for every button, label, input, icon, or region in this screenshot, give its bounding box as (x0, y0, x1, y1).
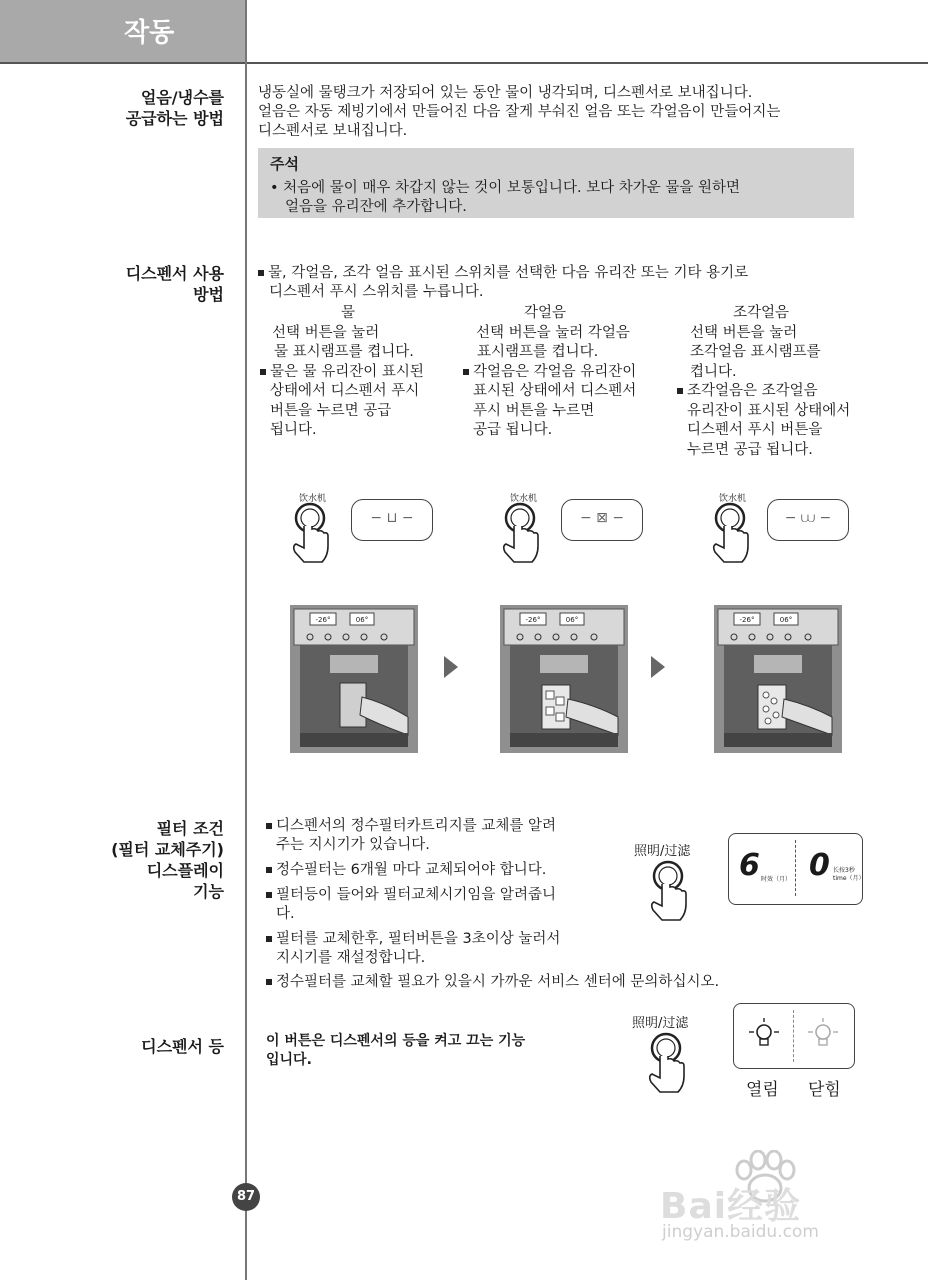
panel-temp-freezer: -26° (525, 616, 541, 624)
bullet-line: 주는 지시기가 있습니다. (276, 837, 430, 853)
light-on-bulb-icon (747, 1018, 781, 1052)
filter-button-label: 照明/过滤 (634, 844, 691, 859)
light-on-label: 열림 (746, 1080, 779, 1100)
column-line: 각얼음은 각얼음 유리잔이 (473, 363, 637, 380)
bullet-icon (266, 823, 272, 829)
column-line: 상태에서 디스펜서 푸시 (270, 383, 420, 399)
paragraph-line: 디스펜서로 보내집니다. (258, 123, 408, 139)
heading-line: 방법 (193, 285, 224, 304)
light-button-press-icon[interactable] (646, 1030, 690, 1096)
margin-rule (245, 0, 247, 1280)
bullet-line: 필터등이 들어와 필터교체시기임을 알려줍니 (276, 887, 556, 903)
dispenser-water-illustration (290, 605, 418, 753)
finger-press-icon[interactable] (710, 500, 754, 566)
panel-temp-fridge: 06° (355, 616, 369, 624)
column-line: 조각얼음 표시램프를 (690, 344, 821, 360)
water-glass-icon: − ⊔ − (370, 510, 414, 526)
bullet-icon (266, 979, 272, 985)
bullet-icon (463, 369, 469, 375)
heading-line: 공급하는 방법 (125, 109, 224, 128)
unit-line: 长按3秒 (833, 867, 855, 874)
column-line: 선택 버튼을 눌러 (272, 324, 380, 341)
column-line: 표시램프를 켭니다. (477, 344, 599, 360)
column-line: 됩니다. (270, 422, 317, 438)
column-line: 조각얼음은 조각얼음 (687, 383, 818, 399)
light-status-display (733, 1003, 855, 1069)
column-line: 유리잔이 표시된 상태에서 (687, 402, 851, 419)
crushed-ice-lamp-indicator (767, 499, 849, 541)
heading-line: 디스펜서 사용 (125, 264, 224, 283)
finger-press-icon[interactable] (290, 500, 334, 566)
crushed-ice-glass-icon: − ⩊ − (784, 510, 832, 526)
column-line: 디스펜서 푸시 버튼을 (687, 422, 823, 438)
column-line: 푸시 버튼을 누르면 (473, 402, 595, 419)
water-lamp-indicator (351, 499, 433, 541)
column-line: 공급 됩니다. (473, 422, 553, 438)
ice-water-paragraph (258, 84, 780, 141)
note-line: 얼음을 유리잔에 추가합니다. (285, 199, 467, 215)
header-rule (245, 62, 928, 64)
header-tab (0, 0, 245, 64)
bullet-icon (677, 388, 683, 394)
paragraph-line: 냉동실에 물탱크가 저장되어 있는 동안 물이 냉각되며, 디스펜서로 보내집니다. (258, 85, 753, 101)
page-number: 87 (232, 1183, 260, 1211)
column-line: 표시된 상태에서 디스펜서 (473, 383, 637, 399)
note-line: • 처음에 물이 매우 차갑지 않는 것이 보통입니다. 보다 차가운 물을 원하면 (270, 180, 741, 196)
light-button-label: 照明/过滤 (632, 1016, 689, 1031)
heading-line: 얼음/냉수를 (140, 88, 224, 107)
bullet-icon (260, 369, 266, 375)
column-line: 물은 물 유리잔이 표시된 (270, 363, 424, 380)
filter-bullets (266, 817, 560, 968)
heading-line: 기능 (193, 882, 224, 901)
cube-ice-glass-icon: − ⊠ − (579, 510, 625, 526)
column-cube-ice (463, 304, 636, 441)
panel-temp-fridge: 06° (565, 616, 579, 624)
heading-dispenser-use (126, 263, 224, 305)
bullet-icon (266, 936, 272, 942)
light-off-bulb-icon (806, 1018, 840, 1052)
status-divider (793, 1010, 794, 1062)
heading-line: 디스플레이 (146, 861, 224, 880)
column-head: 물 (341, 305, 356, 321)
bullet-line: 디스펜서의 정수필터카트리지를 교체를 알려 (276, 818, 556, 834)
arrow-right-icon (651, 656, 665, 678)
heading-line: 필터 조건 (156, 819, 224, 838)
column-line: 누르면 공급 됩니다. (687, 441, 813, 458)
button-label: 饮水机 (299, 494, 327, 504)
panel-temp-fridge: 06° (779, 616, 793, 624)
bullet-line: 필터를 교체한후, 필터버튼을 3초이상 눌러서 (276, 931, 561, 947)
bullet-line: 지시기를 재설정합니다. (276, 950, 426, 966)
column-water (260, 304, 424, 441)
bullet-line: 다. (276, 906, 295, 922)
baidu-watermark (660, 1150, 880, 1250)
note-title: 주석 (270, 155, 299, 173)
panel-temp-freezer: -26° (739, 616, 755, 624)
dispenser-intro (258, 264, 748, 302)
months-used-digit: 0 (809, 848, 830, 883)
note-body (270, 179, 740, 217)
desc-line: 이 버튼은 디스펜서의 등을 켜고 끄는 기능 (266, 1033, 526, 1049)
column-line: 켭니다. (690, 363, 737, 380)
watermark-url: jingyan.baidu.com (662, 1222, 819, 1242)
months-left-unit: 时效（月） (761, 876, 792, 883)
bullet-icon (266, 892, 272, 898)
light-off-label: 닫힘 (808, 1080, 841, 1100)
lcd-divider (795, 840, 796, 896)
unit-line: time（月） (833, 875, 865, 882)
heading-filter (111, 818, 224, 902)
dispenser-crushed-ice-illustration (714, 605, 842, 753)
column-line: 선택 버튼을 눌러 각얼음 (476, 324, 630, 341)
intro-line: 물, 각얼음, 조각 얼음 표시된 스위치를 선택한 다음 유리잔 또는 기타 용기로 (268, 265, 749, 281)
button-label: 饮水机 (510, 494, 538, 504)
column-crushed-ice (677, 304, 850, 460)
cube-ice-lamp-indicator (561, 499, 643, 541)
heading-line: (필터 교체주기) (111, 840, 224, 859)
arrow-right-icon (444, 656, 458, 678)
dispenser-light-desc (266, 1032, 525, 1070)
column-head: 각얼음 (524, 305, 567, 321)
panel-temp-freezer: -26° (315, 616, 331, 624)
watermark-brand: Bai经验 (660, 1186, 802, 1227)
bullet-line: 정수필터는 6개월 마다 교체되어야 합니다. (276, 862, 547, 878)
bullet-line: 정수필터를 교체할 필요가 있을시 가까운 서비스 센터에 문의하십시오. (276, 974, 720, 990)
intro-line: 디스펜서 푸시 스위치를 누릅니다. (269, 284, 484, 300)
filter-service-note (266, 973, 719, 992)
button-label: 饮水机 (719, 494, 747, 504)
dispenser-cube-ice-illustration (500, 605, 628, 753)
bullet-icon (258, 270, 264, 276)
finger-press-icon[interactable] (500, 500, 544, 566)
months-left-digit: 6 (739, 848, 760, 883)
column-line: 버튼을 누르면 공급 (270, 402, 392, 419)
paragraph-line: 얼음은 자동 제빙기에서 만들어진 다음 잘게 부숴진 얼음 또는 각얼음이 만들어지는 (258, 104, 781, 120)
heading-ice-water (126, 87, 224, 129)
filter-lcd-display (728, 833, 863, 905)
desc-line: 입니다. (266, 1052, 312, 1068)
filter-button-press-icon[interactable] (648, 858, 692, 924)
column-line: 선택 버튼을 눌러 (690, 324, 798, 341)
bullet-icon (266, 867, 272, 873)
column-line: 물 표시램프를 켭니다. (274, 344, 414, 360)
months-used-unit (833, 867, 865, 883)
heading-dispenser-light: 디스펜서 등 (141, 1037, 224, 1056)
section-title: 작동 (124, 18, 175, 48)
column-head: 조각얼음 (733, 305, 790, 321)
